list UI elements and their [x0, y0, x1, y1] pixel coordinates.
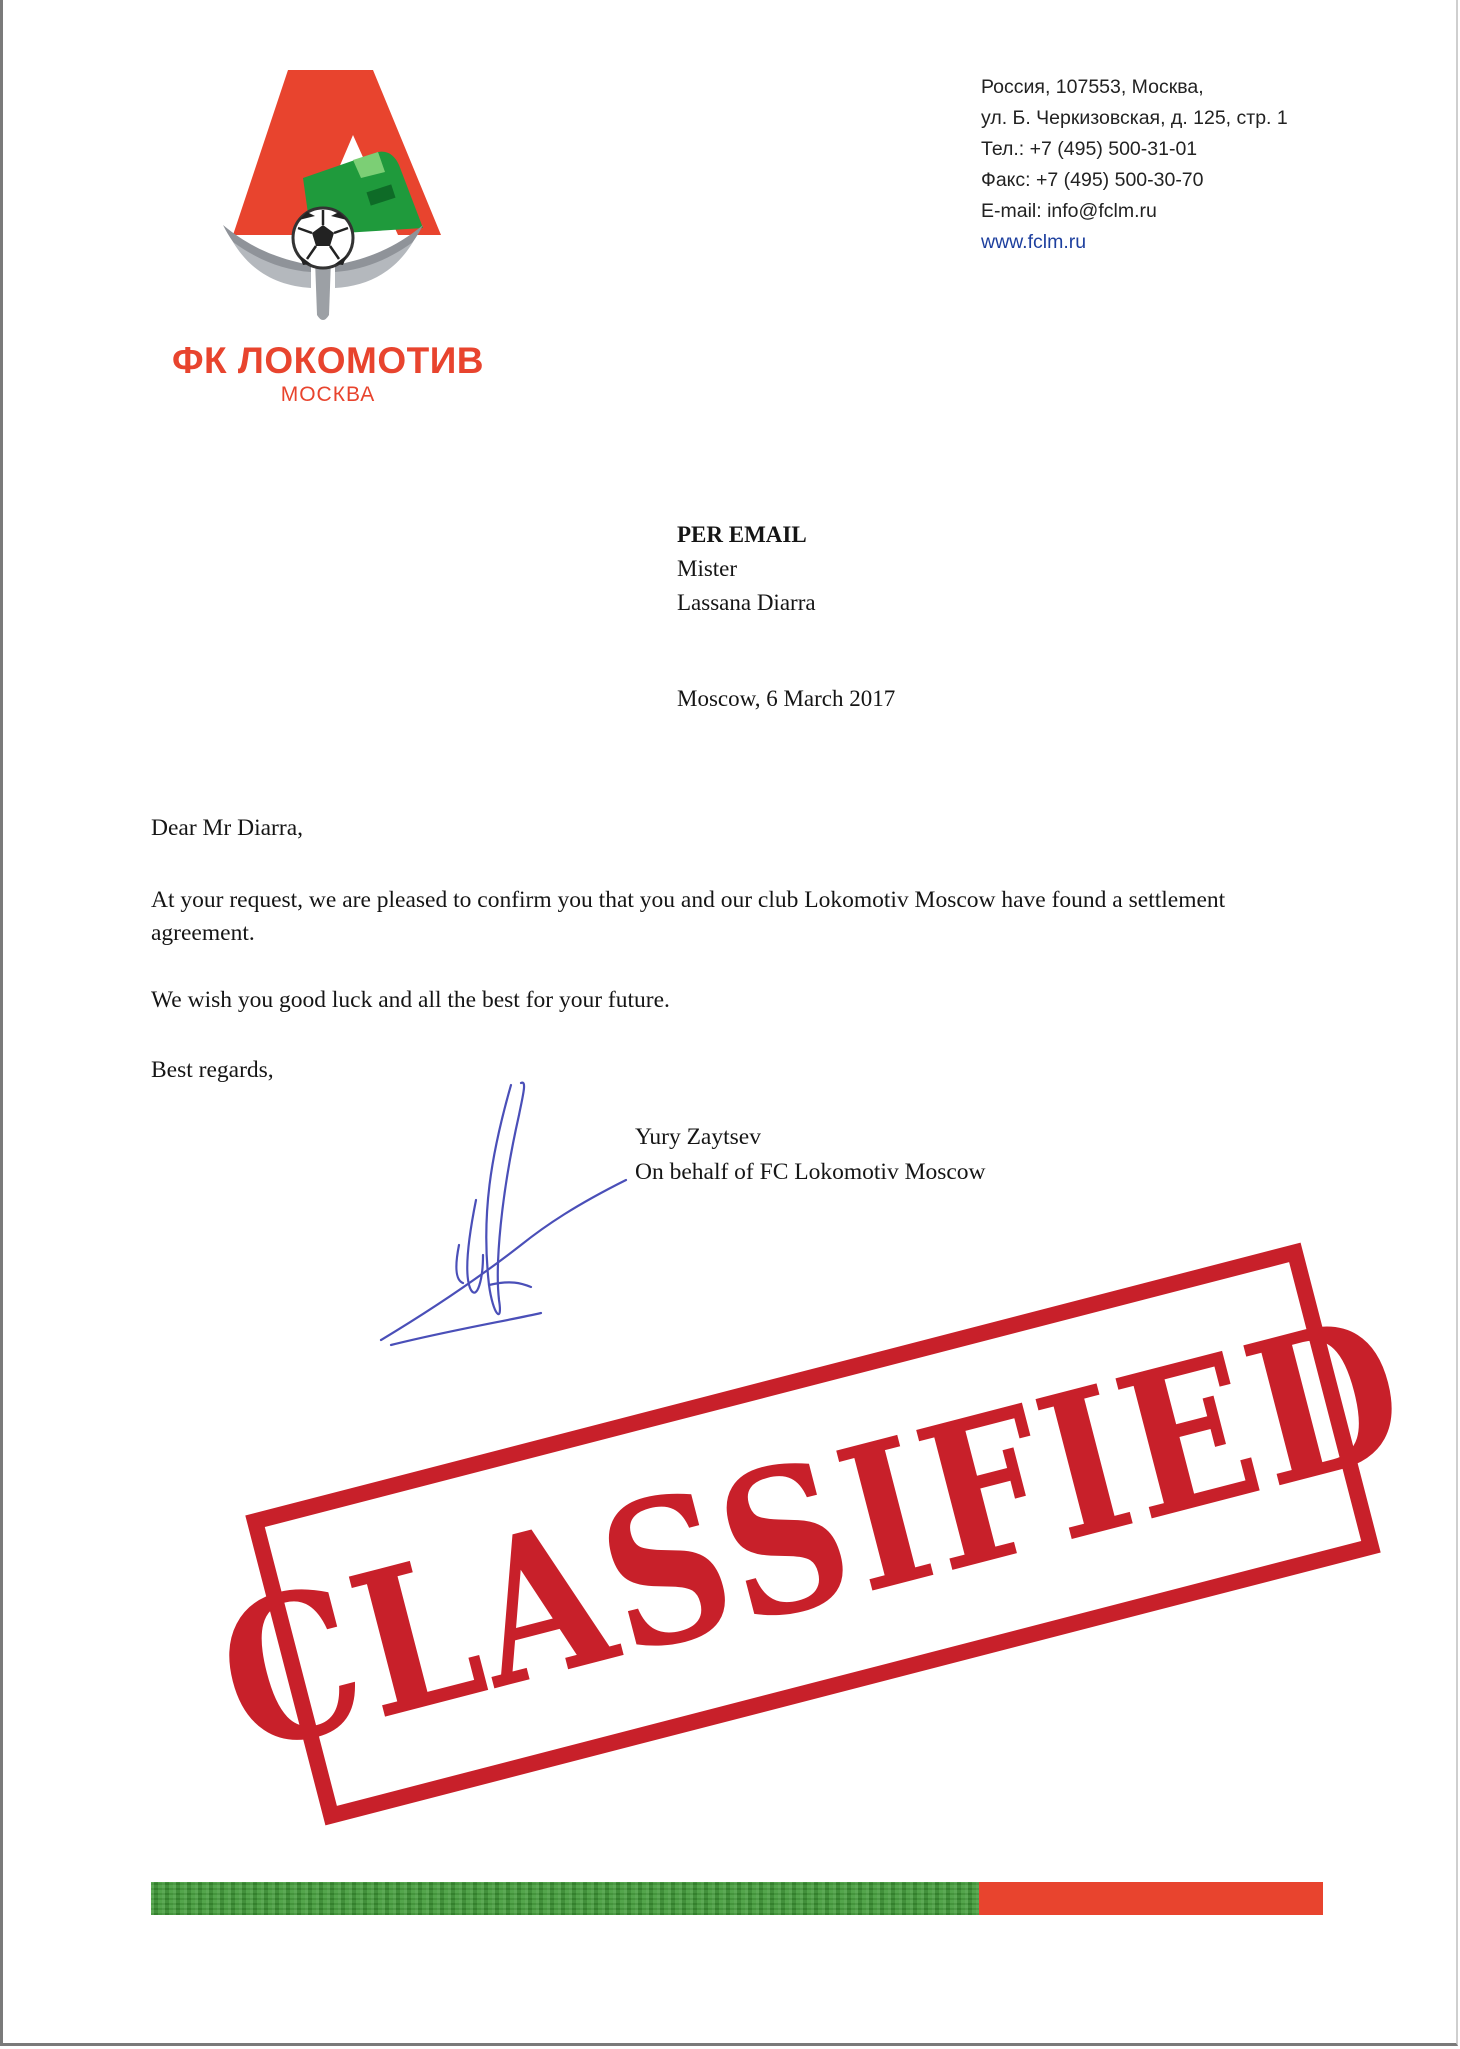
address-line: E-mail: info@fclm.ru: [981, 200, 1157, 222]
letter-date: Moscow, 6 March 2017: [677, 686, 896, 711]
address-line: Тел.: +7 (495) 500-31-01: [981, 138, 1198, 160]
footer-color-bar: [151, 1882, 1323, 1915]
logo-subtitle: МОСКВА: [280, 383, 376, 406]
address-line: Факс: +7 (495) 500-30-70: [981, 169, 1204, 191]
paragraph: At your request, we are pleased to confirm you that you and our club Lokomotiv Moscow have found a settlement agreement.: [151, 887, 1226, 946]
signer-role: On behalf of FC Lokomotiv Moscow: [635, 1159, 986, 1185]
recipient-name: Lassana Diarra: [677, 590, 816, 615]
footer-bar-green: [151, 1882, 979, 1915]
paragraph: We wish you good luck and all the best for your future.: [151, 987, 670, 1013]
address-line: ул. Б. Черкизовская, д. 125, стр. 1: [981, 107, 1288, 129]
delivery-method: PER EMAIL: [677, 522, 807, 547]
logo-title: ФК ЛОКОМОТИВ: [171, 340, 485, 381]
closing: Best regards,: [151, 1057, 274, 1083]
salutation: Dear Mr Diarra,: [151, 815, 304, 841]
lokomotiv-emblem-icon: [203, 60, 443, 340]
signature-icon: [371, 1075, 631, 1355]
signer-block: [635, 1120, 986, 1190]
footer-bar-red: [979, 1882, 1323, 1915]
address-line: Россия, 107553, Москва,: [981, 76, 1204, 98]
club-address-block: [981, 72, 1288, 258]
website-link[interactable]: www.fclm.ru: [981, 231, 1087, 253]
recipient-title: Mister: [677, 556, 738, 581]
club-logo: [143, 60, 513, 420]
stamp-text: CLASSIFIED: [197, 1269, 1429, 1799]
signer-name: Yury Zaytsev: [635, 1124, 761, 1150]
recipient-block: [677, 518, 816, 620]
